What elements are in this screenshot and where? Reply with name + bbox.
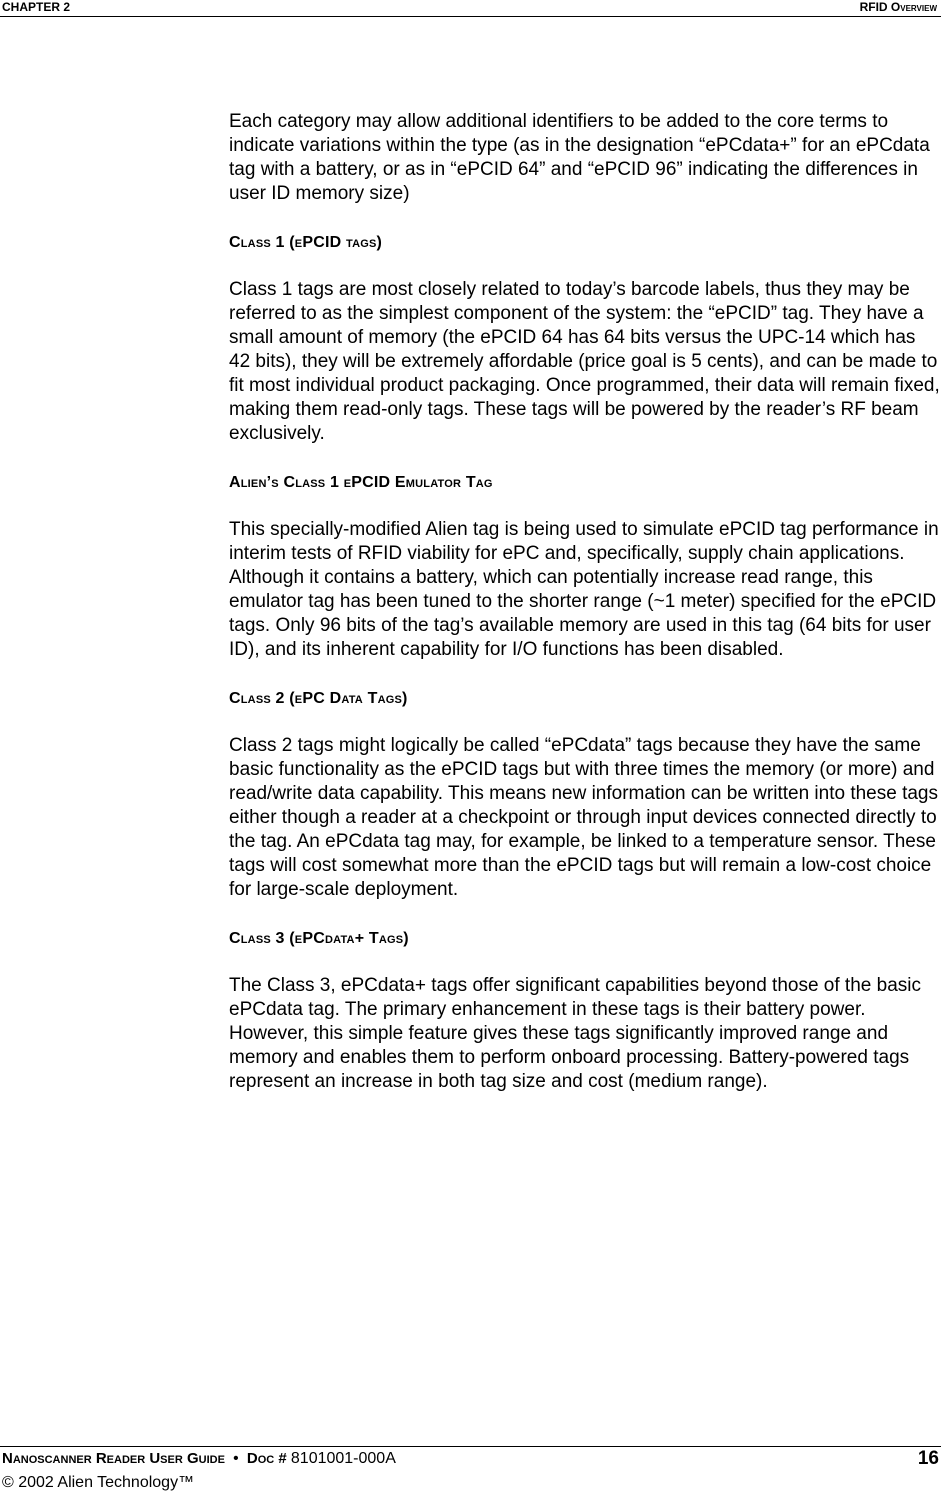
class3-heading: Class 3 (ePCdata+ Tags) (229, 930, 409, 947)
page-header (0, 0, 941, 17)
class1-heading: Class 1 (ePCID tags) (229, 234, 383, 251)
class1-paragraph: Class 1 tags are most closely related to today’s barcode labels, thus they may be referred to as the simplest component of the system: the “ePCID” tag. They have a small amount of memory (the ePCID 64 has 64 bits versus the UPC-14 which has 42 bits), they will be extremely affordable (price goal is 5 cents), and can be made to fit most individual product packaging. Once programmed, their data will remain fixed, making them read-only tags. These tags will be powered by the reader’s RF beam exclusively. (229, 279, 940, 444)
page-number: 16 (917, 1448, 939, 1469)
class3-paragraph: The Class 3, ePCdata+ tags offer significant capabilities beyond those of the basic ePCdata tag. The primary enhancement in these tags is their battery power. However, this simple feature gives these tags significantly improved range and memory and enables them to perform onboard processing. Battery-powered tags represent an increase in both tag size and cost (medium range). (229, 975, 921, 1092)
guide-title: Nanoscanner Reader User Guide (2, 1450, 225, 1467)
emulator-heading: Alien’s Class 1 ePCID Emulator Tag (229, 474, 493, 491)
page-body (229, 110, 941, 1118)
footer-doc-info (2, 1447, 396, 1471)
class2-heading: Class 2 (ePC Data Tags) (229, 690, 408, 707)
class2-paragraph: Class 2 tags might logically be called “ePCdata” tags because they have the same basic functionality as the ePCID tags but with three times the memory (or more) and read/write data capability. This means new information can be written into these tags either though a reader at a checkpoint or through input devices connected directly to the tag. An ePCdata tag may, for example, be linked to a temperature sensor. These tags will cost somewhat more than the ePCID tags but will remain a low-cost choice for large-scale deployment. (229, 735, 939, 900)
emulator-paragraph: This specially-modified Alien tag is being used to simulate ePCID tag performance in interim tests of RFID viability for ePC and, specifically, supply chain applications. Although it contains a battery, which can potentially increase read range, this emulator tag has been tuned to the shorter range (~1 meter) specified for the ePCID tags. Only 96 bits of the tag’s available memory are used in this tag (64 bits for user ID), and its inherent capability for I/O functions has been disabled. (229, 519, 939, 660)
bullet-separator: • (233, 1450, 239, 1467)
section-label: RFID Overview (859, 0, 937, 14)
copyright: © 2002 Alien Technology™ (2, 1474, 195, 1491)
chapter-label: CHAPTER 2 (2, 0, 71, 14)
doc-label: Doc # (246, 1450, 287, 1467)
page-footer (0, 1446, 941, 1495)
doc-number: 8101001-000A (290, 1450, 396, 1467)
intro-paragraph: Each category may allow additional identifiers to be added to the core terms to indicate variations within the type (as in the designation “ePCdata+” for an ePCdata tag with a battery, or as in “ePCID 64” and “ePCID 96” indicating the differences in user ID memory size) (229, 111, 930, 204)
